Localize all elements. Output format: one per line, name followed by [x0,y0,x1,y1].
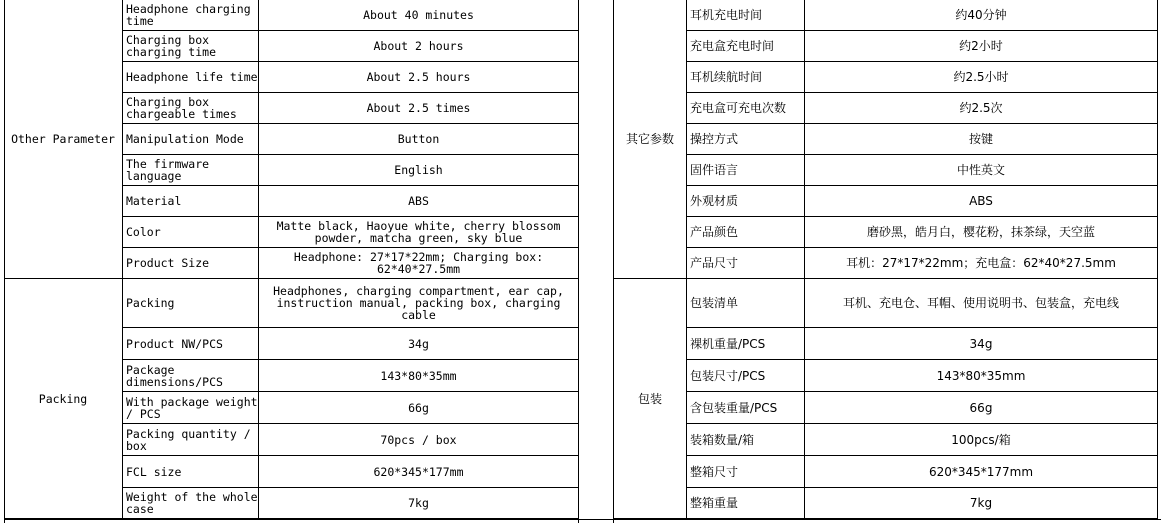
en-row-label: Material [123,186,259,217]
en-row-label: FCL size [123,456,259,488]
zh-group-other-parameter: 其它参数 [614,0,687,279]
en-row-value: English [259,155,579,186]
en-row-label: Headphone life time [123,62,259,93]
zh-row-value: 耳机：27*17*22mm；充电盒：62*40*27.5mm [805,248,1158,279]
zh-row-value: 620*345*177mm [805,456,1158,488]
en-row-label: Charging box chargeable times [123,93,259,124]
zh-row-value: 143*80*35mm [805,360,1158,392]
zh-row-value: 约2.5次 [805,93,1158,124]
zh-row-value: ABS [805,186,1158,217]
en-row-value: 620*345*177mm [259,456,579,488]
zh-row-label: 产品尺寸 [687,248,805,279]
en-row-label: With package weight / PCS [123,392,259,424]
en-row-label: Headphone charging time [123,0,259,31]
en-row-value: ABS [259,186,579,217]
en-row-value: Matte black, Haoyue white, cherry blossom powder, matcha green, sky blue [259,217,579,248]
zh-row-value: 磨砂黑，皓月白，樱花粉，抹茶绿，天空蓝 [805,217,1158,248]
en-row-value: 7kg [259,488,579,519]
zh-row-value: 约2.5小时 [805,62,1158,93]
separator-column [578,0,614,523]
en-row-value: About 2.5 hours [259,62,579,93]
en-row-label: Packing quantity / box [123,424,259,456]
zh-row-label: 含包装重量/PCS [687,392,805,424]
zh-row-value: 66g [805,392,1158,424]
left-border [4,0,5,523]
en-row-label: Product NW/PCS [123,328,259,360]
zh-row-label: 耳机续航时间 [687,62,805,93]
zh-row-value: 34g [805,328,1158,360]
zh-row-label: 充电盒充电时间 [687,31,805,62]
zh-row-value: 约40分钟 [805,0,1158,31]
zh-row-label: 充电盒可充电次数 [687,93,805,124]
zh-row-value: 按键 [805,124,1158,155]
en-row-label: Weight of the whole case [123,488,259,519]
zh-row-value: 100pcs/箱 [805,424,1158,456]
en-row-value: Headphones, charging compartment, ear cap, instruction manual, packing box, charging cable [259,279,579,328]
zh-row-label: 固件语言 [687,155,805,186]
en-row-label: Charging box charging time [123,31,259,62]
en-row-label: The firmware language [123,155,259,186]
zh-row-value: 中性英文 [805,155,1158,186]
en-row-value: Button [259,124,579,155]
zh-row-label: 耳机充电时间 [687,0,805,31]
zh-row-label: 产品颜色 [687,217,805,248]
zh-row-label: 装箱数量/箱 [687,424,805,456]
zh-row-label: 整箱尺寸 [687,456,805,488]
zh-row-label: 外观材质 [687,186,805,217]
en-row-value: 143*80*35mm [259,360,579,392]
en-row-value: 66g [259,392,579,424]
en-row-value: About 2 hours [259,31,579,62]
zh-row-label: 裸机重量/PCS [687,328,805,360]
zh-row-value: 耳机、充电仓、耳帽、使用说明书、包装盒，充电线 [805,279,1158,328]
zh-row-label: 包装尺寸/PCS [687,360,805,392]
zh-group-packing: 包装 [614,279,687,519]
zh-row-label: 操控方式 [687,124,805,155]
en-group-packing: Packing [4,279,123,519]
zh-row-value: 约2小时 [805,31,1158,62]
zh-row-value: 7kg [805,488,1158,519]
bottom-rule [4,519,1161,520]
en-row-value: About 40 minutes [259,0,579,31]
en-row-label: Package dimensions/PCS [123,360,259,392]
en-row-value: About 2.5 times [259,93,579,124]
zh-row-label: 包装清单 [687,279,805,328]
en-row-value: 70pcs / box [259,424,579,456]
en-row-value: 34g [259,328,579,360]
en-row-label: Manipulation Mode [123,124,259,155]
en-row-label: Packing [123,279,259,328]
zh-row-label: 整箱重量 [687,488,805,519]
en-row-value: Headphone: 27*17*22mm; Charging box: 62*40*27.5mm [259,248,579,279]
en-group-other-parameter: Other Parameter [4,0,123,279]
en-row-label: Product Size [123,248,259,279]
en-row-label: Color [123,217,259,248]
